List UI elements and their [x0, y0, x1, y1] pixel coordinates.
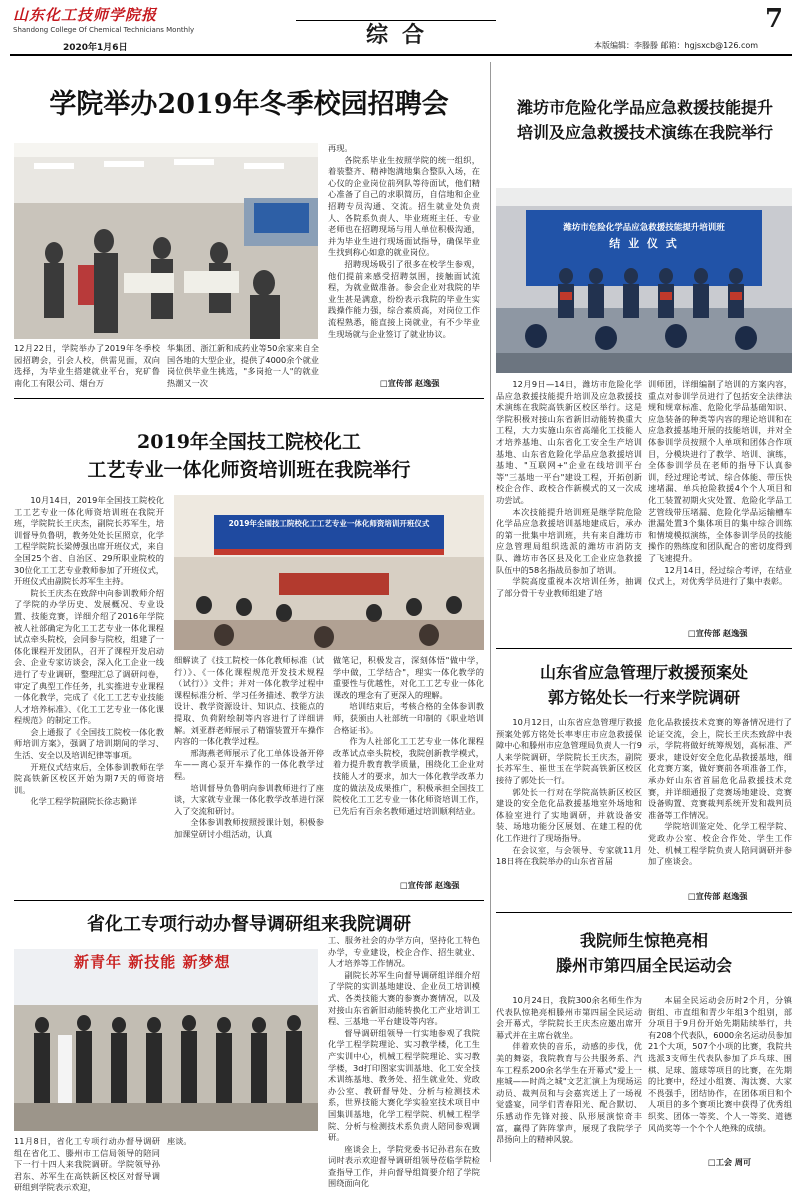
- article1-col2: [167, 343, 319, 388]
- article3-col2-p1: 工、服务社会的办学方向，坚持化工特色办学，专业建设，校企合作、招生就业、人才培养等工作情况。: [328, 935, 480, 969]
- masthead-title: 山东化工技师学院报: [13, 6, 158, 24]
- article3-col2: [328, 935, 480, 1189]
- article1-col3-p2: 各院系毕业生按照学院的统一组织，着装整齐、精神饱满地集合整队入场，在心仪的企业岗位前列队等待面试，他们精心准备了自己的求职简历，自信地和企业招聘专员沟通、交流。招生就业处负责人、各院系负责人、毕业班班主任、专业老师也在招聘现场与用人单位积极沟通，并为毕业生进行现场面试指导，确保毕业生找到称心如意的就业岗位。: [328, 154, 480, 258]
- masthead-rule: [10, 54, 792, 56]
- article3-caption-tail: [167, 1136, 319, 1150]
- article4-byline: [688, 628, 792, 642]
- article5-byline: [688, 891, 792, 905]
- article4-banner: [531, 220, 757, 252]
- article5-headline-line2: 郭方铭处长一行来学院调研: [547, 688, 740, 707]
- article4-col2-p1: 训师团，详细编制了培训的方案内容，重点对参训学员进行了包括安全法律法规和规章标准、危险化学品基础知识、应急装备的种类等内容的理论培训和在应急救援基地开展的技能培训，并对全体参训学员按照个人单项和团体合作项目，分模块进行了教学、培训、演练，全体参训学员在老师的指导下认真参训，经过理论考试、综合体能、带压快速堵漏、单兵抢险救援4个个人项目和化工装置初期火灾处置、危险化学品工艺管线带压堵漏、危险化学品运输槽车泄漏处置3个集体项目的集中综合训练和情境模拟演练，全体参训学员的技能操作的熟练度和团队配合的密切度得到了飞速提升。: [648, 379, 792, 563]
- article5-col1-p2: 郭处长一行对在学院高铁新区校区建设的安全危化品救援基地室外场地和体验室进行了实地调研，并就设备安装、场地功能分区展划、在建工程的优化工作进行了现场指导。: [496, 786, 642, 843]
- article4-credit: □宣传部: [688, 628, 721, 638]
- article5-col1-p3: 在会议室，与会领导、专家就11月18日将在我院举办的山东省首届: [496, 844, 642, 867]
- article2-author: 赵逸强: [434, 880, 460, 890]
- article5-col2: [648, 717, 792, 891]
- article4-col1: [496, 379, 642, 641]
- article1-headline: 学院举办2019年冬季校园招聘会: [49, 89, 449, 120]
- article1-col2-text: 华集团、浙江新和成药业等50余家来自全国各地的大型企业，提供了4000余个就业岗位供毕业生挑选，"多岗抢一人"的就业热潮又一次: [167, 343, 319, 388]
- section-name: 综合: [366, 23, 439, 48]
- article4-headline-line2: 培训及应急救援技术演练在我院举行: [516, 123, 773, 142]
- article6-headline: [496, 928, 792, 978]
- article2-headline-line2: 工艺专业一体化师资培训班在我院举行: [87, 459, 411, 481]
- article3-caption: 11月8日，省化工专项行动办督导调研组在省化工、滕州市工信局领导的陪同下一行十四人来我院调研。学院领导孙君东、苏军生在高铁新区校区对督导调研组到学院表示欢迎，: [14, 1136, 160, 1193]
- article2-col2-p2: 邢海燕老师展示了化工单体设备开停车——离心泵开车操作的一体化教学过程。: [174, 747, 324, 781]
- article3-banner: 新青年 新技能 新梦想: [74, 953, 231, 971]
- article1-byline: [380, 378, 490, 392]
- article4-headline: [496, 95, 794, 145]
- article6-credit: □工会: [708, 1157, 733, 1167]
- article4-photo: [496, 188, 792, 373]
- article2-col2-p1: 细解读了《技工院校一体化教师标准（试行）》、《一体化课程规范开发技术规程（试行）》文件；并对一体化教学过程中课程标准分析、学习任务描述、教学方法设计、教学资源设计、知识点、技能点的提取、负荷附绘制等内容进行了详细讲解。刘亚群老师展示了精馏装置开车操作内容的一体化教学过程。: [174, 655, 324, 747]
- article6-byline: [708, 1157, 792, 1171]
- article6-col1: [496, 995, 642, 1170]
- article2-col1-p4: 开班仪式结束后，全体参训教师在学院高铁新区校区开始为期7天的师资培训。: [14, 761, 164, 795]
- article4-author: 赵逸强: [722, 628, 748, 638]
- article3-col2-p3: 督导调研组领导一行实地参观了我院化学工程学院理论、实习教学楼，化工生产实训中心，机械工程学院理论、实习教学楼，3d打印图家实训基地、化工安全技术训练基地、教务处、招生就业处、党政办公室、教研督导处、分析与检测技术系，世界技能大赛化学实验室技术项目中国集训基地，化学工程学院、机械工程学院、分析与检测技术系负责人陪同参观调研。: [328, 1027, 480, 1143]
- article5-col2-p1: 危化品救援技术竞赛的筹备情况进行了论证交流，会上，院长王庆杰致辞中表示，学院将做好统筹规划，高标准、严要求，建设好安全危化品救援基地，细化竞赛方案，做好赛前各项准备工作，承办好山东省首届危化品救援技术竞赛，并详细通报了竞赛场地建设、竞赛设备购置、竞赛裁判系统开发和裁判员准备等工作情况。: [648, 717, 792, 820]
- article-rule: [496, 912, 792, 913]
- article2-col3-p1: 做笔记，积极发言，深刻体悟"做中学，学中做，工学结合"，理实一体化教学的重要性与优越性，对化工工艺专业一体化课改的理念有了更深入的理解。: [333, 655, 484, 700]
- article2-col1-p3: 会上通报了《全国技工院校一体化教师培训方案》，强调了培训期间的学习、生活、安全以及培训纪律等事项。: [14, 726, 164, 761]
- article-rule: [496, 648, 792, 649]
- article1-author: 赵逸强: [414, 378, 440, 388]
- article6-col1-p2: 伴着欢快的音乐，动感的步伐，优美的舞姿，我院教育与公共服务系、汽车工程系200余名学生在开幕式"爱上一座城——时尚之城"文艺汇演上为现场运动员、裁判员和与会嘉宾送上了一场视觉盛宴，同学们青春阳光、配合默切、乐感动作先锋对接、队形展演惊奇丰富，赢得了阵阵掌声，展现了我院学子昂扬向上的精神风貌。: [496, 1041, 642, 1145]
- article5-col1: [496, 717, 642, 905]
- article2-col3-p2: 培训结束后，考核合格的全体参训教师，获颁由人社部统一印制的《职业培训合格证书》。: [333, 701, 484, 735]
- article5-col2-p2: 学院培训鉴定处、化学工程学院、党政办公室、校企合作处、学生工作处、机械工程学院负责人陪同调研并参加了座谈会。: [648, 821, 792, 867]
- article4-col1-p2: 本次技能提升培训班是继学院危险化学品应急救援培训基地建成后，承办的第一批集中培训班，共有来自潍坊市应急管理局组织选派的潍坊市消防支队、潍坊市各区县及化工企业应急救援队伍中的58名指战员参加了培训。: [496, 506, 642, 575]
- article4-col1-p3: 学院高度重视本次培训任务，抽调了部分骨干专业教师组建了培: [496, 576, 642, 598]
- article6-headline-line2: 滕州市第四届全民运动会: [555, 956, 732, 975]
- masthead-title-english: Shandong College Of Chemical Technicians Monthly: [13, 26, 195, 34]
- article5-credit: □宣传部: [688, 891, 721, 901]
- article2-col2: [174, 655, 324, 892]
- article6-col2-p1: 本届全民运动会历时2个月，分镇街组、市直组和青少年组3个组别，部分项目于9月份开始先期陆续举行，共有208个代表队，6000余名运动员参加21个大项，507个小项的比赛，我院共选派3支师生代表队参加了乒乓球、围棋、足球、篮球等项目的比赛，在先期的比赛中，经过小组赛、淘汰赛、大家不畏强手，团结协作，在团体项目和个人项目的多个赛项比赛中获得了优秀组织奖、团体一等奖、个人一等奖、道德风尚奖等一个个个人绝殊的成绩。: [648, 995, 792, 1133]
- article2-col3-p3: 作为人社部化工工艺专业一体化课程改革试点牵头院校，我院创新教学模式，着力提升教育教学质量，围绕化工企业对技能人才的要求，加大一体化教学改革力度的做法及成果推广，积极承担全国技工院校化工工艺专业一体化师资培训工作，已先后有百余名教师通过培训顺利结业。: [333, 736, 484, 816]
- article-rule: [14, 900, 484, 901]
- page-number: 7: [765, 4, 784, 34]
- article2-col1-p2: 院长王庆杰在致辞中向参训教师介绍了学院的办学历史、发展概况、专业设置、技能竞赛，详细介绍了2016年学院被人社部确定为化工工艺专业一体化课程试点牵头院校，会同参与院校，组建了一体化课程开发团队，召开了课程开发启动会、企业专家访谈会，深入化工企业一线进行了专业调研，整理汇总了调研问卷，审定了典型工作任务，扎实推进专业课程一体化教学，完成了《化工工艺专业技能人才培养标准》、《化工工艺专业一体化课程规范》的制定工作。: [14, 587, 164, 726]
- article4-col2: [648, 379, 792, 629]
- section-tab: [296, 16, 496, 46]
- article3-col2-p4: 座谈会上，学院党委书记孙君东在致词时表示欢迎督导调研组领导莅临学院检查指导工作，并向督导组简要介绍了学院围绕面向化: [328, 1143, 480, 1189]
- article3-caption-tail-text: 座谈。: [167, 1136, 192, 1146]
- article5-author: 赵逸强: [722, 891, 748, 901]
- article4-headline-line1: 潍坊市危险化学品应急救援技能提升: [516, 98, 773, 117]
- article1-col3-p3: 招聘现场吸引了很多在校学生参观，他们提前来感受招聘氛围，接触面试流程，为就业做准备。参会企业对我院的毕业生甚是满意，纷纷表示我院的毕业生实践操作能力强，综合素质高，对岗位工作流程熟悉，能直接上岗就业，有不少毕业生现场就与企业签订了就业协议。: [328, 258, 480, 339]
- article6-col2: [648, 995, 792, 1157]
- article2-credit: □宣传部: [400, 880, 433, 890]
- article5-headline-line1: 山东省应急管理厅救援预案处: [539, 663, 748, 682]
- article4-banner-line2: 结 业 仪 式: [609, 237, 679, 250]
- article2-byline: [400, 880, 490, 894]
- article2-col1-p5: 化学工程学院副院长徐志勤详: [30, 796, 137, 807]
- article2-col3: [333, 655, 484, 880]
- article6-col1-p1: 10月24日，我院300余名师生作为代表队惊艳亮相滕州市第四届全民运动会开幕式，学院院长王庆杰应邀出席开幕式并在主席台就坐。: [496, 995, 642, 1040]
- editor-line: 本版编辑：李滕滕 邮箱：hgjsxcb@126.com: [594, 41, 759, 50]
- article1-col3: [328, 143, 480, 393]
- article1-col3-p1: 再现。: [328, 143, 353, 153]
- article5-headline: [496, 660, 792, 710]
- article1-caption: 12月22日，学院举办了2019年冬季校园招聘会，引会人校，供需见面，双向选择，为毕业生搭建就业平台，兖矿鲁南化工有限公司、烟台万: [14, 343, 160, 388]
- article1-credit: □宣传部: [380, 378, 413, 388]
- article3-col2-p2: 副院长苏军生向督导调研组详细介绍了学院的实训基地建设、企业员工培训模式、各类技能大赛的参赛办赛情况，以及对接山东省新旧动能转换化工产业培训工程、三基地一平台建设等内容。: [328, 969, 480, 1027]
- article4-col2-p2: 12月14日，经过综合考评，在结业仪式上，对优秀学员进行了集中表彰。: [648, 564, 792, 587]
- article2-headline: [14, 428, 484, 484]
- article3-headline: 省化工专项行动办督导调研组来我院调研: [87, 914, 411, 935]
- article2-col1: [14, 495, 164, 892]
- article4-col1-p1: 12月9日—14日，潍坊市危险化学品应急救援技能提升培训及应急救援技术演练在我院高铁新区校区举行。这是学院积极对接山东省新旧动能转换重大工程，大力实施山东省高端化工技能人才培养基地、山东省化工安全生产培训基地、山东省危险化学品应急救援培训基地、"互联网+"企业在线培训平台等"三基地一平台"建设工程，开拓创新校企合作、政校合作新模式的又一次成功尝试。: [496, 379, 642, 505]
- article2-banner: 2019年全国技工院校化工工艺专业一体化师资培训开班仪式: [228, 519, 430, 528]
- article2-col2-p4: 全体参训教师按照授课计划，积极参加课堂研讨小组活动，认真: [174, 817, 324, 839]
- column-divider: [490, 62, 491, 1162]
- article3-photo: [14, 935, 318, 1131]
- article2-col1-p1: 10月14日，2019年全国技工院校化工工艺专业一体化师资培训班在我院开班，学院院长王庆杰，副院长苏军生，培训督导负鲁明，教务处处长匡照京，化学工程学院院长梁傅强出席开班仪式，来自全国25个省、自治区、29所职业院校的30位化工工艺专业教师参加了开班仪式，开班仪式由副院长苏军生主持。: [14, 495, 164, 587]
- article4-banner-line1: 潍坊市危险化学品应急救援技能提升培训班: [563, 223, 725, 233]
- article-rule: [14, 398, 484, 399]
- issue-date: 2020年1月6日: [63, 43, 128, 53]
- article2-photo: [174, 495, 484, 650]
- article2-headline-line1: 2019年全国技工院校化工: [137, 431, 361, 453]
- article6-author: 周可: [734, 1157, 752, 1167]
- article1-photo: [14, 143, 318, 339]
- article5-col1-p1: 10月12日，山东省应急管理厅救援预案处郭方铭处长率枣庄市应急救援保障中心和滕州市应急管理局负责人一行9人来学院调研，学院院长王庆杰，副院长苏军生、崔世玉在学院高铁新区校区接待了郭处长一行。: [496, 717, 642, 785]
- article2-col2-p3: 培训督导负鲁明向参训教师进行了座谈，大家就专业课一体化教学改革进行深入了交流和研讨。: [174, 782, 324, 816]
- article6-headline-line1: 我院师生惊艳亮相: [579, 931, 708, 950]
